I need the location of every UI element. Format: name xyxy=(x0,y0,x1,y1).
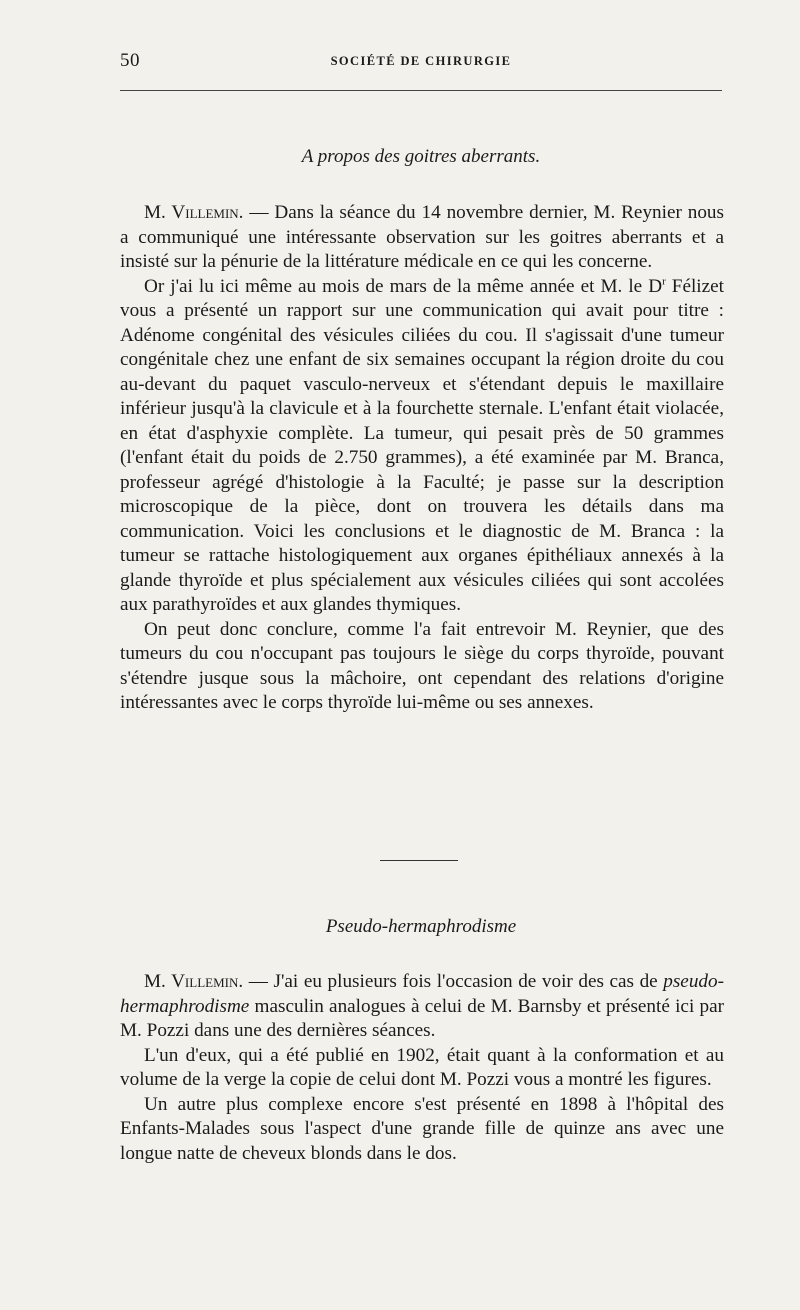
paragraph-text: Or j'ai lu ici même au mois de mars de la même année et M. le D xyxy=(144,275,663,297)
page-number: 50 xyxy=(120,50,140,71)
italic-term: pseudo-hermaphrodisme xyxy=(120,971,724,1017)
paragraph-1 xyxy=(120,201,724,275)
page-header xyxy=(120,50,722,74)
running-title: SOCIÉTÉ DE CHIRURGIE xyxy=(330,54,512,68)
paragraph-text: Félizet vous a présenté un rapport sur une communication qui avait pour titre : Adénome congénital des vésicules ciliées du cou. Il s'agissait d'une tumeur congénitale chez une enfant de six semaines occupant la région droite du cou au-devant du paquet vasculo-nerveux et s'étendant depuis le maxillaire inférieur jusqu'à la clavicule et à la fourchette sternale. L'enfant était violacée, en état d'asphyxie complète. La tumeur, qui pesait près de 50 grammes (l'enfant était du poids de 2.750 grammes), a été examinée par M. Branca, professeur agrégé d'histologie à la Faculté; je passe sur la description microscopique de la pièce, dont on trouvera les détails dans ma communication. Voici les conclusions et le diagnostic de M. Branca : la tumeur se rattache histologiquement aux organes épithéliaux annexés à la glande thyroïde et plus spécialement aux vésicules ciliées qui sont accolées aux parathyroïdes et aux glandes thymiques. xyxy=(120,275,725,615)
section-separator xyxy=(380,860,458,861)
section-title-pseudo-hermaphrodisme: Pseudo-hermaphrodisme xyxy=(325,916,517,937)
paragraph-3 xyxy=(120,1093,724,1167)
paragraph-2 xyxy=(120,1044,724,1093)
paragraph-text: — Dans la séance du 14 novembre dernier, M. Reynier nous a communiqué une intéressante observation sur les goitres aberrants et a insisté sur la pénurie de la littérature médicale en ce qui les concerne. xyxy=(120,202,724,272)
section-title-goitres: A propos des goitres aberrants. xyxy=(301,146,541,167)
paragraph-text: On peut donc conclure, comme l'a fait entrevoir M. Reynier, que des tumeurs du cou n'occupant pas toujours le siège du corps thyroïde, pouvant s'étendre jusque sous la mâchoire, ont cependant des relations d'origine intéressantes avec le corps thyroïde lui-même ou ses annexes. xyxy=(120,618,724,713)
paragraph-text: Un autre plus complexe encore s'est présenté en 1898 à l'hôpital des Enfants-Malades sous l'aspect d'une grande fille de quinze ans avec une longue natte de cheveux blonds dans le dos. xyxy=(120,1093,724,1164)
paragraph-2 xyxy=(120,275,724,618)
superscript: r xyxy=(662,275,666,288)
header-rule xyxy=(120,90,722,91)
paragraph-3 xyxy=(120,618,724,716)
speaker-name: M. Villemin. xyxy=(144,971,244,992)
speaker-name: M. Villemin. xyxy=(144,202,244,223)
section-body-pseudo-hermaphrodisme xyxy=(120,970,724,1166)
paragraph-text: L'un d'eux, qui a été publié en 1902, était quant à la conformation et au volume de la verge la copie de celui dont M. Pozzi vous a montré les figures. xyxy=(120,1044,724,1090)
section-body-goitres xyxy=(120,201,724,716)
paragraph-1 xyxy=(120,970,724,1044)
paragraph-text: masculin analogues à celui de M. Barnsby et présenté ici par M. Pozzi dans une des dernières séances. xyxy=(120,995,724,1041)
paragraph-text: — J'ai eu plusieurs fois l'occasion de voir des cas de xyxy=(243,971,664,992)
